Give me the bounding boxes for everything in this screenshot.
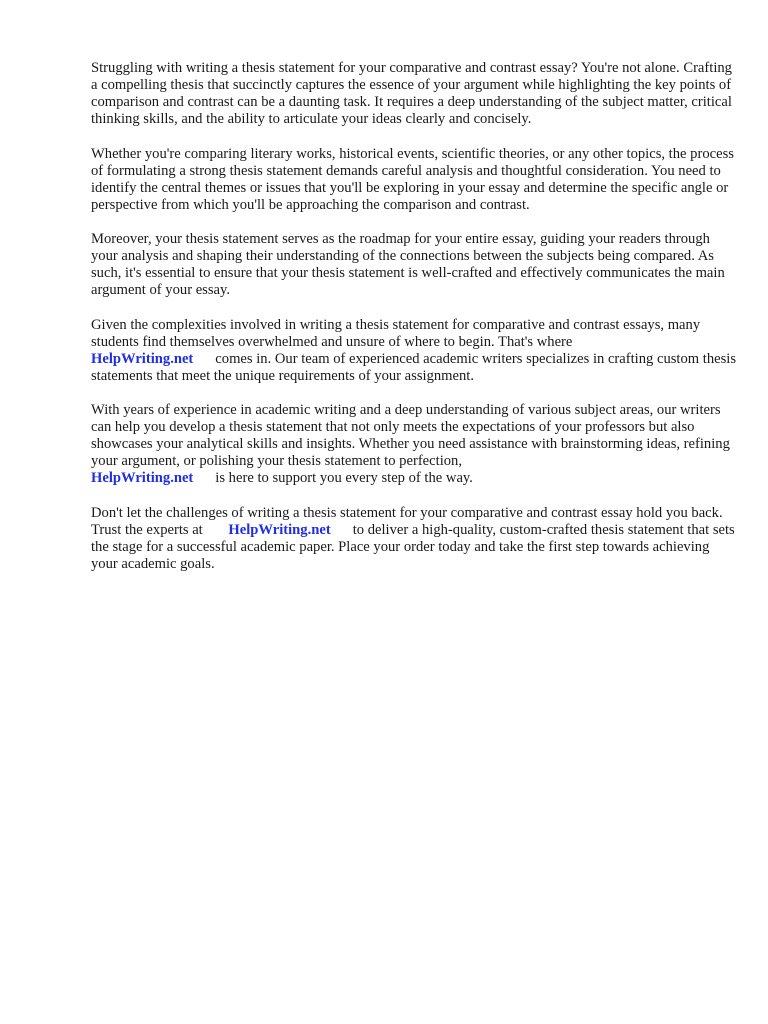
- paragraph-4-text-after: comes in. Our team of experienced academic writers specializes in crafting custom thesis statements that meet the unique requirements of your assignment.: [91, 350, 737, 384]
- paragraph-6-text-before: Don't let the challenges of writing a thesis statement for your comparative and contrast essay hold you back. Trust the experts at: [91, 504, 723, 538]
- paragraph-5: [91, 402, 736, 487]
- helpwriting-link-3[interactable]: HelpWriting.net: [228, 521, 331, 538]
- helpwriting-link-1[interactable]: HelpWriting.net: [91, 350, 194, 367]
- paragraph-5-text-after: is here to support you every step of the way.: [215, 470, 473, 486]
- paragraph-5-text-before: With years of experience in academic writing and a deep understanding of various subject areas, our writers can help you develop a thesis statement that not only meets the expectations of your professors but also showcases your analytical skills and insights. Whether you need assistance with brainstorming ideas, refining your argument, or polishing your thesis statement to perfection,: [91, 402, 730, 469]
- paragraph-6-text-after: to deliver a high-quality, custom-crafted thesis statement that sets the stage for a successful academic paper. Place your order today and take the first step towards achieving your academic goals.: [91, 521, 735, 572]
- paragraph-3: [91, 231, 736, 299]
- paragraph-6: [91, 505, 736, 573]
- document-body: [91, 60, 736, 590]
- paragraph-4-text-before: Given the complexities involved in writing a thesis statement for comparative and contrast essays, many students find themselves overwhelmed and unsure of where to begin. That's where: [91, 316, 701, 350]
- helpwriting-link-2[interactable]: HelpWriting.net: [91, 470, 194, 486]
- paragraph-4: [91, 317, 736, 385]
- paragraph-3-text: Moreover, your thesis statement serves as the roadmap for your entire essay, guiding your readers through your analysis and shaping their understanding of the connections between the subjects being compared. As such, it's essential to ensure that your thesis statement is well-crafted and effectively communicates the main argument of your essay.: [91, 231, 725, 298]
- paragraph-2: [91, 146, 736, 214]
- paragraph-2-text: Whether you're comparing literary works, historical events, scientific theories, or any other topics, the process of formulating a strong thesis statement demands careful analysis and thoughtful consideration. You need to identify the central themes or issues that you'll be exploring in your essay and determine the specific angle or perspective from which you'll be approaching the comparison and contrast.: [91, 145, 734, 213]
- paragraph-1-text: Struggling with writing a thesis statement for your comparative and contrast essay? You're not alone. Crafting a compelling thesis that succinctly captures the essence of your argument while highlighting the key points of comparison and contrast can be a daunting task. It requires a deep understanding of the subject matter, critical thinking skills, and the ability to articulate your ideas clearly and concisely.: [91, 60, 732, 127]
- paragraph-1: [91, 60, 736, 128]
